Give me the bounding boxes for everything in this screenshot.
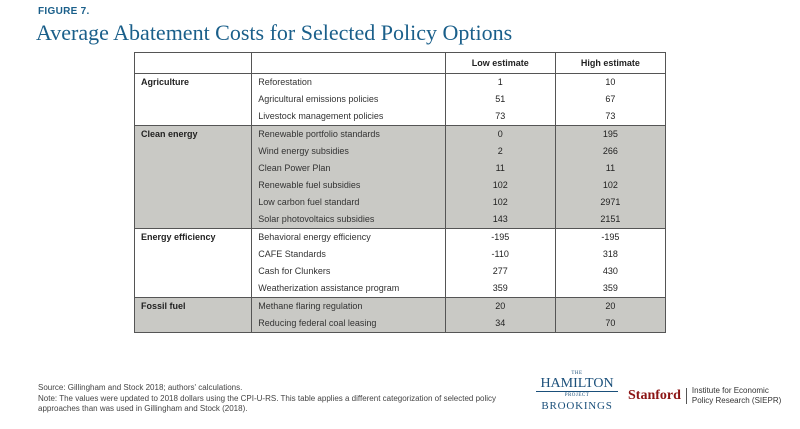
policy-cell: CAFE Standards — [252, 246, 445, 263]
policy-cell: Behavioral energy efficiency — [252, 229, 445, 247]
category-cell: Clean energy — [135, 126, 252, 229]
low-estimate-cell: 143 — [445, 211, 555, 229]
source-notes — [38, 383, 508, 415]
policy-cell: Renewable portfolio standards — [252, 126, 445, 144]
policy-cell: Weatherization assistance program — [252, 280, 445, 298]
table-row — [135, 126, 666, 144]
figure-title: Average Abatement Costs for Selected Policy Options — [36, 20, 513, 45]
high-estimate-cell: 20 — [555, 298, 665, 316]
high-estimate-cell: 102 — [555, 177, 665, 194]
policy-cell: Renewable fuel subsidies — [252, 177, 445, 194]
low-estimate-cell: 277 — [445, 263, 555, 280]
low-estimate-cell: 102 — [445, 194, 555, 211]
high-estimate-cell: 195 — [555, 126, 665, 144]
high-estimate-cell: 70 — [555, 315, 665, 333]
high-estimate-cell: 10 — [555, 74, 665, 92]
figure-label: FIGURE 7. — [38, 6, 90, 17]
table-body — [135, 74, 666, 333]
table-header-row — [135, 53, 666, 74]
policy-cell: Reducing federal coal leasing — [252, 315, 445, 333]
policy-cell: Cash for Clunkers — [252, 263, 445, 280]
hamilton-the: THE — [571, 371, 583, 376]
low-estimate-cell: 73 — [445, 108, 555, 126]
header-high-estimate: High estimate — [555, 53, 665, 74]
header-policy — [252, 53, 445, 74]
high-estimate-cell: 2151 — [555, 211, 665, 229]
high-estimate-cell: 11 — [555, 160, 665, 177]
siepr-name — [687, 386, 781, 406]
stanford-siepr-logo — [628, 386, 781, 406]
low-estimate-cell: -110 — [445, 246, 555, 263]
header-low-estimate: Low estimate — [445, 53, 555, 74]
high-estimate-cell: 73 — [555, 108, 665, 126]
high-estimate-cell: 430 — [555, 263, 665, 280]
low-estimate-cell: 20 — [445, 298, 555, 316]
high-estimate-cell: 67 — [555, 91, 665, 108]
note-line: Note: The values were updated to 2018 dollars using the CPI-U-RS. This table applies a different categorization of selected policy approaches than was used in Gillingham and Stock (2018). — [38, 393, 497, 413]
high-estimate-cell: 266 — [555, 143, 665, 160]
table-row — [135, 229, 666, 247]
category-cell: Agriculture — [135, 74, 252, 126]
high-estimate-cell: 318 — [555, 246, 665, 263]
stanford-wordmark: Stanford — [628, 388, 687, 404]
low-estimate-cell: 102 — [445, 177, 555, 194]
low-estimate-cell: 34 — [445, 315, 555, 333]
table-row — [135, 298, 666, 316]
high-estimate-cell: 2971 — [555, 194, 665, 211]
policy-cell: Low carbon fuel standard — [252, 194, 445, 211]
policy-cell: Solar photovoltaics subsidies — [252, 211, 445, 229]
policy-cell: Agricultural emissions policies — [252, 91, 445, 108]
low-estimate-cell: 1 — [445, 74, 555, 92]
category-cell: Energy efficiency — [135, 229, 252, 298]
high-estimate-cell: -195 — [555, 229, 665, 247]
hamilton-brookings-logo — [536, 371, 618, 413]
high-estimate-cell: 359 — [555, 280, 665, 298]
category-cell: Fossil fuel — [135, 298, 252, 333]
header-category — [135, 53, 252, 74]
policy-cell: Wind energy subsidies — [252, 143, 445, 160]
policy-cell: Methane flaring regulation — [252, 298, 445, 316]
brookings-name: BROOKINGS — [541, 400, 613, 412]
low-estimate-cell: 0 — [445, 126, 555, 144]
policy-cell: Livestock management policies — [252, 108, 445, 126]
hamilton-project: PROJECT — [564, 393, 590, 398]
hamilton-name: HAMILTON — [536, 377, 618, 392]
siepr-line-1: Institute for Economic — [691, 386, 769, 395]
low-estimate-cell: 51 — [445, 91, 555, 108]
low-estimate-cell: 359 — [445, 280, 555, 298]
table-row — [135, 74, 666, 92]
low-estimate-cell: -195 — [445, 229, 555, 247]
low-estimate-cell: 11 — [445, 160, 555, 177]
abatement-costs-table — [134, 52, 666, 333]
policy-cell: Clean Power Plan — [252, 160, 445, 177]
siepr-line-2: Policy Research (SIEPR) — [691, 396, 782, 405]
policy-cell: Reforestation — [252, 74, 445, 92]
low-estimate-cell: 2 — [445, 143, 555, 160]
source-line: Source: Gillingham and Stock 2018; authors' calculations. — [38, 383, 243, 392]
